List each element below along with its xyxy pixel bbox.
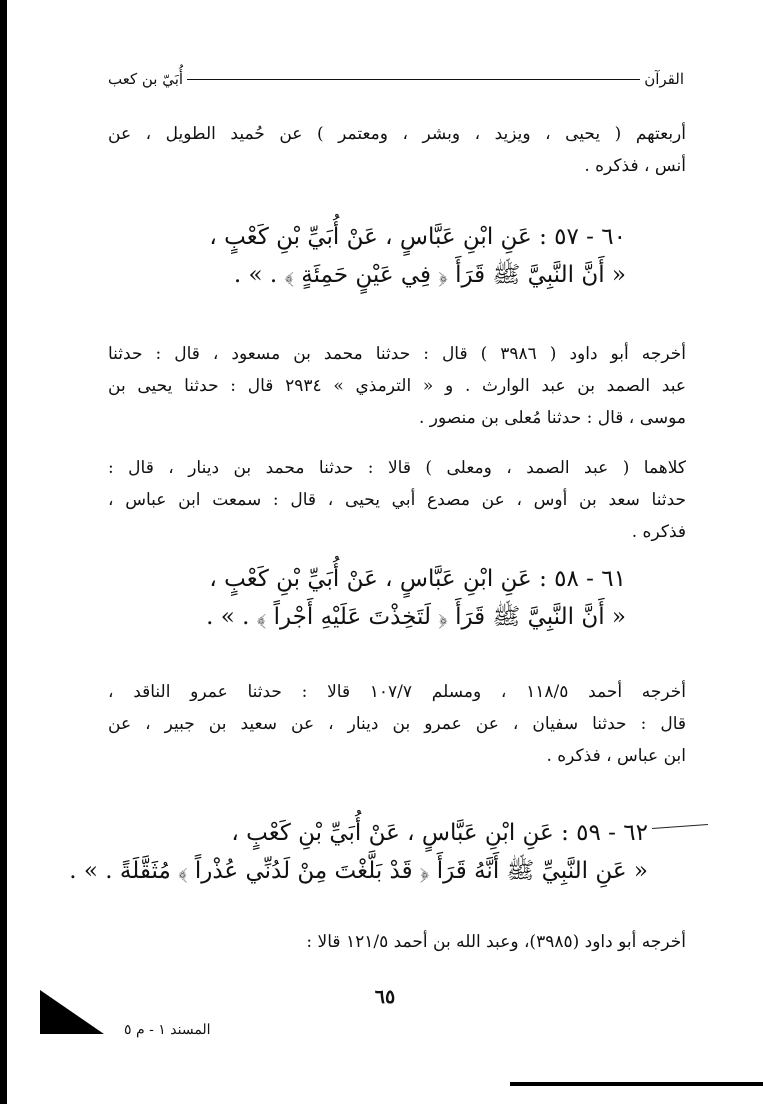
hadith-line: ٦٠ - ٥٧ : عَنِ ابْنِ عَبَّاسٍ ، عَنْ أُبَيِّ بْنِ كَعْبٍ ،: [209, 224, 626, 250]
hadith-line: « أَنَّ النَّبِيَّ ﷺ قَرَأَ ﴿ لَتَخِذْتَ عَلَيْهِ أَجْراً ﴾ . » .: [206, 604, 626, 630]
header-companion-name: أُبَيّ بن كعب: [108, 70, 184, 88]
text-line: قال : حدثنا سفيان ، عن عمرو بن دينار ، عن سعيد بن جبير ، عن: [108, 714, 687, 734]
hadith-62: [69, 814, 648, 890]
text-line: أخرجه أبو داود (٣٩٨٥)، وعبد الله بن أحمد ١٢١/٥ قالا :: [306, 932, 686, 952]
text-line: أربعتهم ( يحيى ، ويزيد ، وبشر ، ومعتمر ) عن حُميد الطويل ، عن: [108, 124, 686, 144]
scan-left-edge: [0, 0, 7, 1104]
text-line: أخرجه أحمد ١١٨/٥ ، ومسلم ١٠٧/٧ قالا : حدثنا عمرو الناقد ،: [108, 682, 686, 702]
page-number: ٦٥: [374, 986, 396, 1008]
text-line: ابن عباس ، فذكره .: [546, 746, 686, 766]
paragraph-1: [108, 118, 686, 182]
paragraph-4: [108, 676, 686, 772]
paragraph-5: [200, 926, 686, 958]
paragraph-2: [108, 338, 686, 434]
hadith-61: [150, 560, 626, 636]
hadith-60: [150, 218, 626, 294]
hadith-line: ٦٢ - ٥٩ : عَنِ ابْنِ عَبَّاسٍ ، عَنْ أُبَيِّ بْنِ كَعْبٍ ،: [231, 820, 648, 846]
scan-corner-triangle: [40, 990, 104, 1034]
text-line: أخرجه أبو داود ( ٣٩٨٦ ) قال : حدثنا محمد بن مسعود ، قال : حدثنا: [108, 344, 687, 364]
hadith-line: « عَنِ النَّبِيِّ ﷺ أَنَّهُ قَرَأَ ﴿ قَدْ بَلَّغْتَ مِنْ لَدُنِّي عُذْراً ﴾ مُثَقَّلَةً . » .: [69, 858, 648, 884]
text-line: كلاهما ( عبد الصمد ، ومعلى ) قالا : حدثنا محمد بن دينار ، قال :: [108, 458, 686, 478]
text-line: حدثنا سعد بن أوس ، عن مصدع أبي يحيى ، قال : سمعت ابن عباس ،: [108, 490, 686, 510]
text-line: أنس ، فذكره .: [584, 156, 686, 176]
scan-bottom-edge: [510, 1082, 763, 1086]
paragraph-3: [108, 452, 686, 548]
running-header: [108, 66, 684, 92]
hadith-line: « أَنَّ النَّبِيَّ ﷺ قَرَأَ ﴿ فِي عَيْنٍ حَمِئَةٍ ﴾ . » .: [233, 262, 626, 288]
margin-dash-mark: [652, 824, 708, 829]
header-book-title: القرآن: [644, 70, 684, 88]
text-line: موسى ، قال : حدثنا مُعلى بن منصور .: [418, 408, 686, 428]
footer-signature: المسند ١ - م ٥: [124, 1022, 211, 1038]
hadith-line: ٦١ - ٥٨ : عَنِ ابْنِ عَبَّاسٍ ، عَنْ أُبَيِّ بْنِ كَعْبٍ ،: [209, 566, 626, 592]
text-line: عبد الصمد بن عبد الوارث . و « الترمذي » ٢٩٣٤ قال : حدثنا يحيى بن: [108, 376, 686, 396]
header-rule: [187, 79, 640, 80]
text-line: فذكره .: [631, 522, 686, 542]
